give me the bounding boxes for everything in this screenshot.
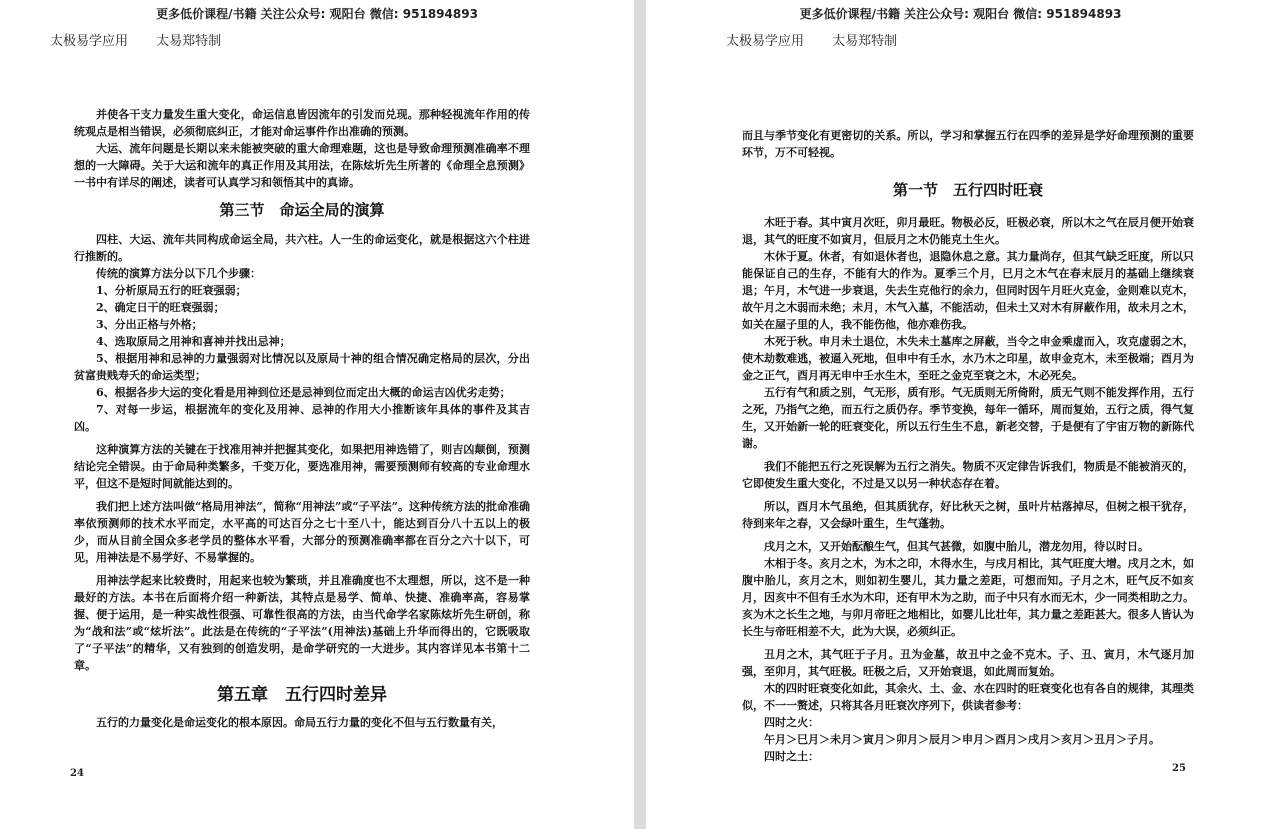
page-number: 24	[70, 768, 84, 779]
list-item: 5、根据用神和忌神的力量强弱对比情况以及原局十神的组合情况确定格局的层次，分出贫富贵贱寿夭的命运类型；	[74, 352, 530, 382]
page-subheader	[50, 30, 221, 49]
list-item: 2、确定日干的旺衰强弱；	[96, 301, 225, 314]
order-line: 午月＞巳月＞未月＞寅月＞卯月＞辰月＞申月＞酉月＞戌月＞亥月＞丑月＞子月。	[764, 733, 1160, 746]
list-item: 4、选取原局之用神和喜神并找出忌神；	[96, 335, 291, 348]
page-subheader	[726, 30, 897, 49]
paragraph: 我们把上述方法叫做“格局用神法”，简称“用神法”或“子平法”。这种传统方法的批命准确率依预测师的技术水平而定，水平高的可达百分之七十至八十，能达到百分八十五以上的极少，而从目前全国众多老学员的整体水平看，大部分的预测准确率都在百分之六十以下，可见，用神法是不易学好、不易掌握的。	[74, 500, 530, 564]
list-item: 1、分析原局五行的旺衰强弱；	[96, 284, 247, 297]
paragraph: 四柱、大运、流年共同构成命运全局，共六柱。人一生的命运变化，就是根据这六个柱进行推断的。	[74, 233, 530, 263]
list-item: 6、根据各步大运的变化看是用神到位还是忌神到位而定出大概的命运吉凶优劣走势；	[96, 386, 511, 399]
subheader-left-label: 太极易学应用	[726, 34, 805, 49]
list-label: 四时之火：	[764, 716, 819, 729]
subheader-right-label: 太易郑特制	[156, 34, 222, 49]
list-label: 四时之土：	[764, 750, 819, 763]
section-title: 第三节 命运全局的演算	[219, 201, 385, 219]
paragraph: 用神法学起来比较费时，用起来也较为繁琐，并且准确度也不太理想，所以，这不是一种最好的方法。本书在后面将介绍一种新法，其特点是易学、简单、快捷、准确率高，容易掌握、便于运用，是一种实战性很强、可靠性很高的方法，由当代命学名家陈炫圻先生研创，称为“战和法”或“炫圻法”。此法是在传统的“子平法”(用神法)基础上升华而得出的，它既吸取了“子平法”的精华，又有独到的创造发明，是命学研究的一大进步。其内容详见本书第十二章。	[74, 574, 530, 672]
paragraph: 木休于夏。休者，有如退休者也，退隐休息之意。其力量尚存，但其气缺乏旺度，所以只能保证自己的生存，不能有大的作为。夏季三个月，巳月之木气在春末辰月的基础上继续衰退；午月，木气进一步衰退，失去生克他行的余力，但同时因午月旺火克金，金则难以克木，故午月之木弱而未绝；未月，木气入墓，不能活动，但未土又对木有屏蔽作用，故未月之木，如关在屋子里的人，我不能伤他，他亦难伤我。	[742, 250, 1194, 331]
chapter-title: 第五章 五行四时差异	[217, 685, 387, 705]
paragraph: 我们不能把五行之死误解为五行之消失。物质不灭定律告诉我们，物质是不能被消灭的，它即使发生重大变化，不过是又以另一种状态存在着。	[742, 460, 1194, 490]
paragraph: 传统的演算方法分以下几个步骤：	[96, 267, 261, 280]
paragraph: 这种演算方法的关键在于找准用神并把握其变化，如果把用神选错了，则吉凶颠倒，预测结论完全错误。由于命局种类繁多，千变万化，要选准用神，需要预测师有较高的专业命理水平，但这不是短时间就能达到的。	[74, 443, 530, 490]
paragraph: 戌月之木，又开始酝酿生气，但其气甚微，如腹中胎儿，潜龙勿用，待以时日。	[764, 540, 1149, 553]
page-divider	[634, 0, 646, 829]
paragraph: 五行的力量变化是命运变化的根本原因。命局五行力量的变化不但与五行数量有关，	[96, 716, 503, 729]
paragraph: 五行有气和质之别，气无形，质有形。气无质则无所倚附，质无气则不能发挥作用，五行之死，乃指气之绝，而五行之质仍存。季节变换，每年一循环，周而复始，五行之质，得气复生，又开始新一轮的旺衰变化，所以五行生生不息，新老交替，于是便有了宇宙万物的新陈代谢。	[742, 386, 1194, 450]
subheader-left-label: 太极易学应用	[50, 34, 129, 49]
left-page	[0, 0, 634, 829]
paragraph: 木死于秋。申月未土退位，木失未土墓库之屏蔽，当令之申金乘虚而入，攻克虚弱之木，使木劫数难逃，被逼入死地，但申中有壬水，水乃木之印星，故申金克木，未至极端；酉月为金之正气，酉月再无申中壬水生木，至旺之金克至衰之木，木必死矣。	[742, 335, 1194, 382]
paragraph: 木相于冬。亥月之木，为木之印，木得水生，与戌月相比，其气旺度大增。戌月之木，如腹中胎儿，亥月之木，则如初生婴儿，其力量之差距，可想而知。子月之木，旺气反不如亥月，因亥中不但有壬水为木印，还有甲木为之助，而子中只有水而无木，少一同类相助之力。亥为木之长生之地，与卯月帝旺之地相比，如婴儿比壮年，其力量之差距甚大。很多人皆认为长生与帝旺相差不大，此为大误，必须纠正。	[742, 557, 1194, 638]
section-title: 第一节 五行四时旺衰	[892, 181, 1043, 199]
subheader-right-label: 太易郑特制	[832, 34, 898, 49]
paragraph: 木旺于春。其中寅月次旺，卯月最旺。物极必反，旺极必衰，所以木之气在辰月便开始衰退，其气的旺度不如寅月，但辰月之木仍能克土生火。	[742, 216, 1194, 246]
page-number: 25	[1172, 763, 1186, 774]
paragraph: 而且与季节变化有更密切的关系。所以，学习和掌握五行在四季的差异是学好命理预测的重要环节，万不可轻视。	[742, 129, 1194, 159]
right-page	[646, 0, 1275, 829]
page-header: 更多低价课程/书籍 关注公众号: 观阳台 微信: 951894893	[799, 7, 1122, 21]
list-item: 7、对每一步运，根据流年的变化及用神、忌神的作用大小推断该年具体的事件及其吉凶。	[74, 403, 530, 433]
page-header: 更多低价课程/书籍 关注公众号: 观阳台 微信: 951894893	[156, 7, 478, 21]
paragraph: 并使各干支力量发生重大变化，命运信息皆因流年的引发而兑现。那种轻视流年作用的传统观点是相当错误，必须彻底纠正，才能对命运事件作出准确的预测。	[74, 108, 530, 138]
paragraph: 大运、流年问题是长期以来未能被突破的重大命理难题，这也是导致命理预测准确率不理想的一大障碍。关于大运和流年的真正作用及其用法，在陈炫圻先生所著的《命理全息预测》一书中有详尽的阐述，读者可认真学习和领悟其中的真谛。	[74, 142, 530, 189]
paragraph: 丑月之木，其气旺于子月。丑为金墓，故丑中之金不克木。子、丑、寅月，木气逐月加强，至卯月，其气旺极。旺极之后，又开始衰退，如此周而复始。	[742, 648, 1194, 678]
left-page-body	[74, 106, 530, 731]
paragraph: 所以，酉月木气虽绝，但其质犹存，好比秋天之树，虽叶片枯落掉尽，但树之根干犹存，待到来年之春，又会绿叶重生，生气蓬勃。	[742, 500, 1194, 530]
list-item: 3、分出正格与外格；	[96, 318, 203, 331]
right-page-body	[742, 127, 1194, 765]
paragraph: 木的四时旺衰变化如此，其余火、土、金、水在四时的旺衰变化也有各自的规律，其理类似，不一一赘述，只将其各月旺衰次序列下，供读者参考：	[742, 682, 1194, 712]
